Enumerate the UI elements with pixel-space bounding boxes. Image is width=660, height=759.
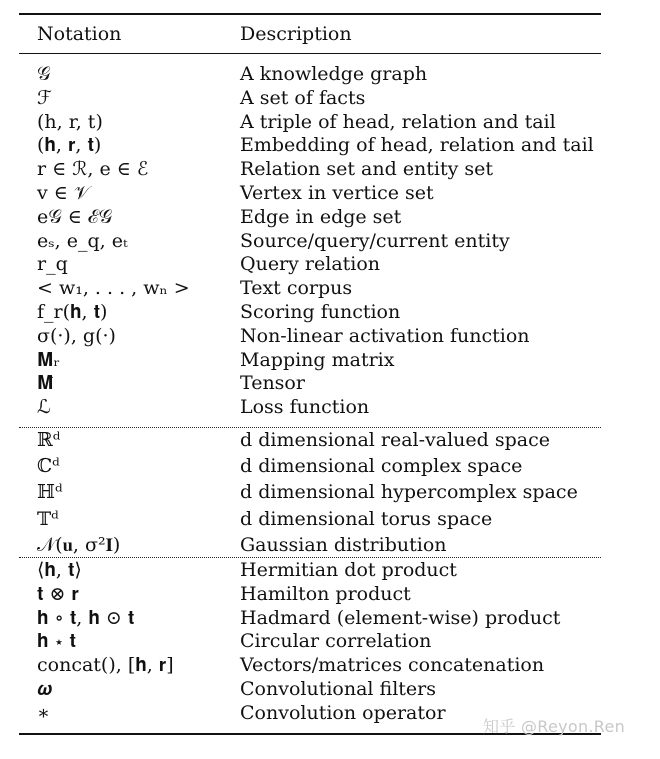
- table-row: [0, 629, 660, 653]
- notation-cell: 𝒩(𝐮, σ²𝐈): [37, 533, 121, 556]
- notation-cell: r ∈ ℛ, e ∈ ℰ: [37, 158, 149, 181]
- table-row: [0, 348, 660, 372]
- table-row: [0, 606, 660, 630]
- description-cell: Text corpus: [240, 277, 353, 300]
- table-row: [0, 395, 660, 419]
- notation-cell: ℱ: [37, 86, 52, 109]
- table-row: [0, 507, 660, 531]
- description-cell: Hamilton product: [240, 582, 411, 605]
- watermark: 知乎 @Reyon.Ren: [483, 717, 626, 736]
- header-rule: [19, 53, 601, 54]
- notation-cell: ∗: [37, 701, 50, 724]
- table-row: [0, 133, 660, 157]
- notation-cell: ℂᵈ: [37, 455, 60, 478]
- table-row: [0, 480, 660, 504]
- description-cell: Mapping matrix: [240, 348, 395, 371]
- description-cell: A set of facts: [240, 86, 366, 109]
- notation-cell: r_q: [37, 253, 68, 276]
- description-cell: d dimensional torus space: [240, 507, 493, 530]
- notation-cell: (𝐡, 𝐫, 𝐭): [37, 134, 102, 157]
- notation-cell: ℒ: [37, 396, 51, 419]
- description-cell: Hermitian dot product: [240, 559, 457, 581]
- notation-cell: eₛ, e_q, eₜ: [37, 229, 128, 252]
- description-cell: Non-linear activation function: [240, 324, 530, 347]
- description-cell: Relation set and entity set: [240, 158, 494, 181]
- header-description: Description: [240, 23, 352, 45]
- table-row: [0, 229, 660, 253]
- table-row: [0, 205, 660, 229]
- description-cell: Vertex in vertice set: [240, 182, 434, 204]
- table-row: [0, 86, 660, 110]
- table-row: [0, 371, 660, 395]
- notation-cell: 𝐌ᵣ: [37, 348, 61, 371]
- notation-cell: 𝐭 ⊗ 𝐫: [37, 582, 79, 605]
- description-cell: Loss function: [240, 396, 370, 419]
- notation-cell: < w₁, . . . , wₙ >: [37, 277, 190, 300]
- description-cell: d dimensional real-valued space: [240, 429, 550, 451]
- notation-cell: 𝒢: [37, 63, 51, 85]
- description-cell: Hadmard (element-wise) product: [240, 606, 561, 629]
- table-row: [0, 428, 660, 452]
- group-separator-1: [19, 427, 601, 428]
- table-row: [0, 157, 660, 181]
- notation-cell: f_r(𝐡, 𝐭): [37, 301, 108, 323]
- table-row: [0, 181, 660, 205]
- table-row: [0, 324, 660, 348]
- notation-cell: 𝐡 ∘ 𝐭, 𝐡 ⊙ 𝐭: [37, 606, 135, 629]
- description-cell: d dimensional complex space: [240, 455, 523, 478]
- description-cell: Convolutional filters: [240, 678, 436, 700]
- description-cell: Query relation: [240, 253, 381, 276]
- table-row: [0, 276, 660, 300]
- description-cell: Edge in edge set: [240, 205, 402, 228]
- table-row: [0, 533, 660, 557]
- table-row: [0, 558, 660, 582]
- notation-cell: (h, r, t): [37, 110, 103, 133]
- notation-cell: concat(), [𝐡, 𝐫]: [37, 654, 174, 677]
- table-row: [0, 300, 660, 324]
- notation-cell: ℍᵈ: [37, 481, 63, 504]
- notation-cell: 𝝎: [37, 678, 53, 700]
- top-rule: [19, 13, 601, 15]
- description-cell: Convolution operator: [240, 701, 446, 724]
- table-row: [0, 653, 660, 677]
- table-row: [0, 110, 660, 134]
- table-row: [0, 677, 660, 701]
- notation-cell: e𝒢 ∈ ℰ𝒢: [37, 205, 113, 228]
- group-separator-2: [19, 557, 601, 558]
- description-cell: Circular correlation: [240, 630, 432, 653]
- table-row: [0, 582, 660, 606]
- notation-cell: 𝕋ᵈ: [37, 507, 59, 530]
- table-row: [0, 252, 660, 276]
- notation-cell: 𝐌̂: [37, 372, 54, 395]
- description-cell: Source/query/current entity: [240, 229, 510, 252]
- description-cell: Tensor: [240, 372, 305, 395]
- table-row: [0, 454, 660, 478]
- notation-cell: σ(·), g(·): [37, 324, 116, 347]
- description-cell: Gaussian distribution: [240, 533, 447, 556]
- notation-cell: v ∈ 𝒱: [37, 182, 90, 204]
- notation-cell: 𝐡 ⋆ 𝐭: [37, 630, 76, 653]
- header-notation: Notation: [37, 23, 122, 45]
- description-cell: Vectors/matrices concatenation: [240, 654, 545, 677]
- description-cell: A knowledge graph: [240, 63, 428, 85]
- notation-cell: ℝᵈ: [37, 429, 61, 451]
- description-cell: A triple of head, relation and tail: [240, 110, 556, 133]
- description-cell: d dimensional hypercomplex space: [240, 481, 578, 504]
- description-cell: Embedding of head, relation and tail: [240, 134, 594, 157]
- table-row: [0, 62, 660, 86]
- description-cell: Scoring function: [240, 301, 401, 323]
- notation-cell: ⟨𝐡, 𝐭⟩: [37, 559, 82, 581]
